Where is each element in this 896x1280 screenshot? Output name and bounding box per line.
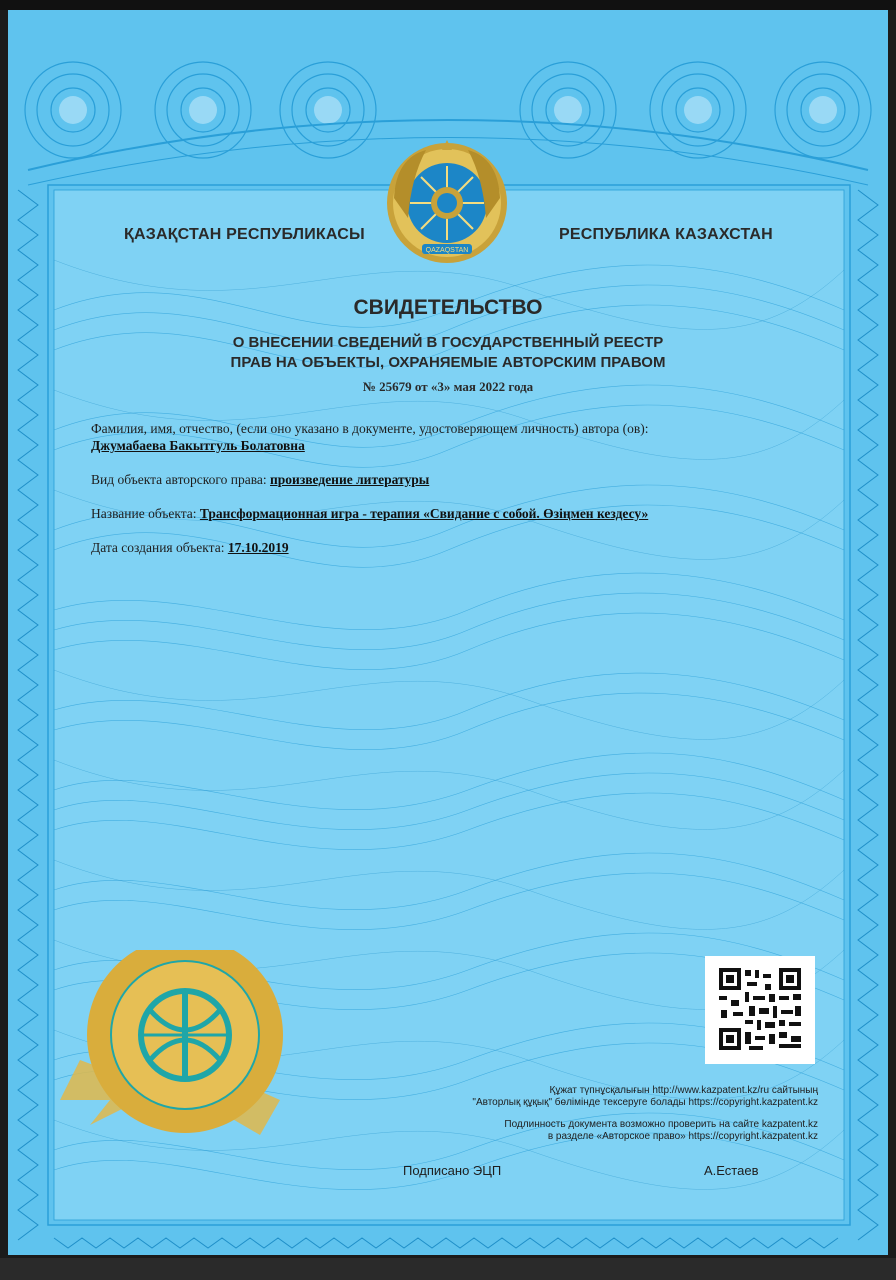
signed-label: Подписано ЭЦП	[403, 1163, 502, 1178]
verify-ru-line1: Подлинность документа возможно проверить на сайте kazpatent.kz	[504, 1119, 818, 1130]
author-value: Джумабаева Бакытгуль Болатовна	[91, 438, 305, 453]
bottom-bar	[0, 1258, 896, 1280]
object-type-label: Вид объекта авторского права:	[91, 472, 267, 487]
state-emblem	[386, 138, 508, 268]
certificate-number: № 25679 от «3» мая 2022 года	[362, 379, 534, 394]
object-type-value: произведение литературы	[270, 472, 430, 487]
creation-date-label: Дата создания объекта:	[91, 540, 225, 555]
official-seal	[50, 950, 300, 1150]
creation-date-value: 17.10.2019	[227, 540, 289, 555]
certificate-page	[8, 10, 888, 1255]
author-label: Фамилия, имя, отчество, (если оно указано в документе, удостоверяющем личность) автора (ов):	[91, 421, 649, 436]
object-name-value: Трансформационная игра - терапия «Свидание с собой. Өзіңмен кездесу»	[199, 506, 649, 521]
signer-name: А.Естаев	[704, 1163, 759, 1178]
creation-date-row	[91, 540, 289, 556]
verify-ru-line2: в разделе «Авторское право» https://copyright.kazpatent.kz	[547, 1131, 818, 1142]
qr-code	[705, 956, 815, 1064]
top-bar	[0, 0, 896, 10]
object-type-row	[91, 472, 429, 488]
svg-text:QAZAQSTAN: QAZAQSTAN	[425, 247, 469, 254]
verify-kz-line1: Құжат түпнұсқалығын http://www.kazpatent.kz/ru сайтының	[549, 1085, 818, 1096]
header-right-country: РЕСПУБЛИКА КАЗАХСТАН	[559, 226, 773, 243]
header-left-country: ҚАЗАҚСТАН РЕСПУБЛИКАСЫ	[124, 226, 365, 243]
document-subtitle-1: О ВНЕСЕНИИ СВЕДЕНИЙ В ГОСУДАРСТВЕННЫЙ РЕЕСТР	[232, 334, 664, 351]
object-name-label: Название объекта:	[91, 506, 197, 521]
document-subtitle-2: ПРАВ НА ОБЪЕКТЫ, ОХРАНЯЕМЫЕ АВТОРСКИМ ПРАВОМ	[230, 354, 666, 371]
object-name-row	[91, 506, 648, 522]
document-title: СВИДЕТЕЛЬСТВО	[353, 296, 543, 319]
verify-kz-line2: "Авторлық құқық" бөлімінде тексеруге болады https://copyright.kazpatent.kz	[472, 1097, 818, 1108]
